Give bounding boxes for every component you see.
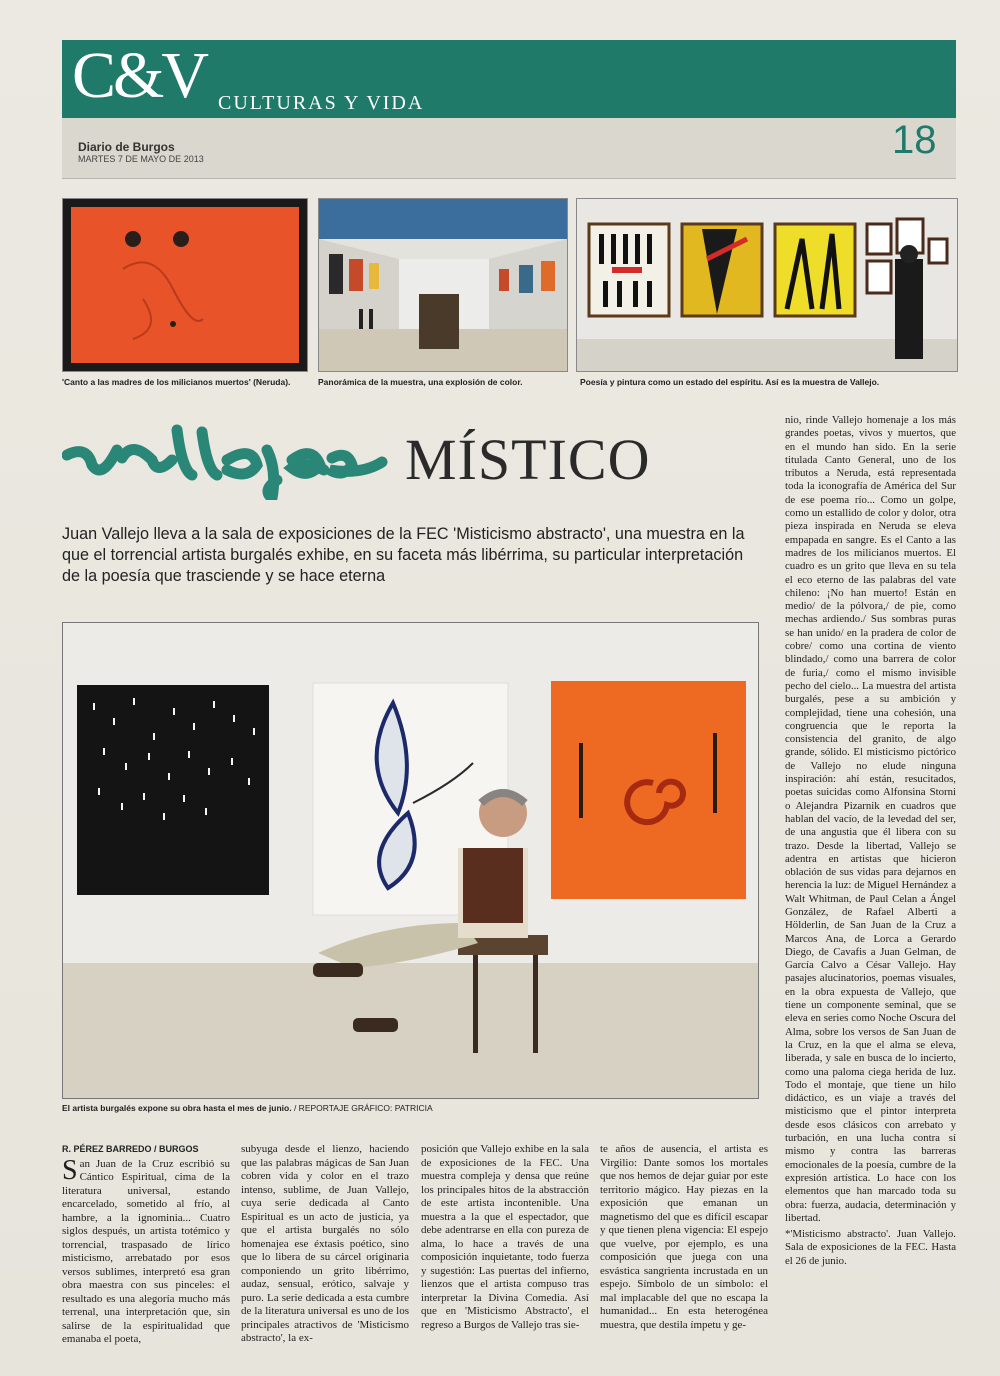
article-column-3 [421,1143,589,1332]
photo-credit: / REPORTAJE GRÁFICO: PATRICIA [293,1103,433,1113]
page-number: 18 [892,118,937,162]
section-name: CULTURAS Y VIDA [218,92,425,114]
photo-neruda-painting [62,198,308,372]
photo-artist-with-paintings [62,622,759,1099]
caption-photo-2: Panorámica de la muestra, una explosión de color. [318,377,523,387]
headline-dek: Juan Vallejo lleva a la sala de exposiciones de la FEC 'Misticismo abstracto', una muestra en la que el torrencial artista burgalés exhibe, en su faceta más libérrima, su particular interpretación de la poesía que trasciende y se hace eterna [62,525,745,585]
headline-title: MÍSTICO [405,427,651,492]
photo-exhibition-panorama [318,198,568,372]
byline: R. PÉREZ BARREDO / BURGOS [62,1144,199,1154]
article-column-5 [785,414,956,1268]
caption-photo-3: Poesía y pintura como un estado del espíritu. Así es la muestra de Vallejo. [580,377,880,387]
issue-date: MARTES 7 DE MAYO DE 2013 [78,154,204,164]
article-col3-text: posición que Vallejo exhibe en la sala de exposiciones de la FEC. Una muestra compleja y densa que reúne los principales hitos de la abstracción de este artista incontenible. Una muestra a la que el espectador, que debe adentrarse en ella con pureza de alma, lo hace a través de una composición inquietante, todo fuerza y sugestión: Las puertas del infierno, lienzos que el artista compuso tras interpretar la Divina Comedia. Así que en 'Misticismo Abstracto', el regreso a Burgos de Vallejo tras sie- [421,1143,589,1331]
main-photo-caption [62,1103,433,1113]
article-column-1 [62,1143,230,1347]
newspaper-name: Diario de Burgos [78,140,175,154]
caption-photo-1: 'Canto a las madres de los milicianos muertos' (Neruda). [62,377,291,387]
folio-bar [62,118,956,179]
section-logo: C&V [72,39,207,112]
article-column-2 [241,1143,409,1346]
photo-viewer-paintings [576,198,958,372]
article-col4-text: te años de ausencia, el artista es Virgilio: Dante somos los mortales que nos hemos de dejar guiar por este territorio mágico. Hay piezas en la exposición que emanan un magnetismo del que es difícil escapar y que tienen plena vigencia: El espejo que vuelve, por ejemplo, es una composición que juega con una esvástica sangrienta incrustada en un espejo. Símbolo de un símbolo: el mal implacable del que no escapa la humanidad... En esta heterogénea muestra, que destila ímpetu y ge- [600,1143,768,1331]
article-column-4 [600,1143,768,1332]
article-col1-text: an Juan de la Cruz escribió su Cántico Espiritual, cima de la literatura universal, estando encarcelado, sometido al frío, al hambre, a la ignominia... Cuatro siglos después, un artista totémico y torrencial, traspasado de lírico misticismo, arrebatado por esos versos sublimes, interpretó esa gran obra maestra con sus pinceles: el resultado es una alegoría mucho más terrenal, una interpretación que, sin salirse de la espiritualidad que emanaba el poeta, [62,1157,230,1345]
article-col2-text: subyuga desde el lienzo, haciendo que las palabras mágicas de San Juan cobren vida y color en el trazo intenso, sublime, de Juan Vallejo, cuya serie dedicada al Canto Espiritual es un acto de justicia, ya que el artista burgalés no sólo homenajea ese éxtasis poético, sino que lo libera de su cárcel originaria componiendo un grito libérrimo, audaz, sensual, erótico, salvaje y puro. La serie dedicada a esta cumbre de la literatura universal es uno de los principales atractivos de 'Misticismo abstracto', la ex- [241,1143,409,1344]
article-col5-text: nio, rinde Vallejo homenaje a los más grandes poetas, vivos y muertos, que en el mundo han sido. En la serie titulada Canto General, uno de los tributos a Neruda, está representada toda la iconografía de América del Sur de ese poema río... Como un golpe, como un estallido de color y dolor, otra pieza inspirada en Neruda se eleva empapada en sangre. Es el Canto a las madres de los milicianos muertos. El cuadro es un grito que lleva en su tela el eco eterno de las palabras del vate chileno: ¡No han muerto! Están en medio/ de la pólvora,/ de pie, como mechas ardiendo./ Sus sombras puras se han unido/ en la pradera de color de cobre/ como una cortina de viento blindado,/ como una barrera de color de furia,/ como el mismo invisible pecho del cielo... La muestra del artista burgalés, pese a su ambición y complejidad, tiene una cohesión, una congruencia que le reporta la consistencia del granito, de algo grande, sólido. El misticismo pictórico de Vallejo no elude ninguna inspiración: ahí están, resucitados, poetas suicidas como Alfonsina Storni o Alejandra Pizarnik en cuadros que hablan del vacío, de la levedad del ser, de una angustia que él libera con su trazo. Desde la libertad, Vallejo se adentra en artistas que hicieron oblación de sus vidas para dejarnos en herencia la luz: de Miguel Hernández a Walt Whitman, de Paul Celan a Ángel González, de Rafael Alberti a Hölderlin, de San Juan de la Cruz a Marcos Ana, de Lorca a Gerardo Diego, de Cavafis a Juan Gelman, de García Calvo a César Vallejo. Hay pasajes alucinatorios, poemas visuales, en la obra expuesta de Vallejo, que tiene un componente seminal, que se eleva en series como Noche Oscura del Alma, sobre los versos de San Juan de la Cruz, en la que el alma se eleva, liberada, y sale en busca de lo incierto, como una paloma ciega herida de luz. Todo el montaje, que tiene un hilo didáctico, es un viaje a través del misticismo que el pintor interpreta desde esos clásicos con arrebato y turbación, en una lucha contra sí mismo y contra las barreras emocionales de la poesía, cumbre de la expresión artística. Lo hace con los elementos que han marcado toda su obra: fuerza, audacia, determinación y libertad. [785,414,956,1224]
dropcap: S [62,1154,78,1186]
exhibition-info: *'Misticismo abstracto'. Juan Vallejo. Sala de exposiciones de la FEC. Hasta el 26 de junio. [785,1228,956,1267]
main-photo-caption-text: El artista burgalés expone su obra hasta el mes de junio. [62,1103,292,1113]
headline-kicker-brushstroke [62,420,402,500]
